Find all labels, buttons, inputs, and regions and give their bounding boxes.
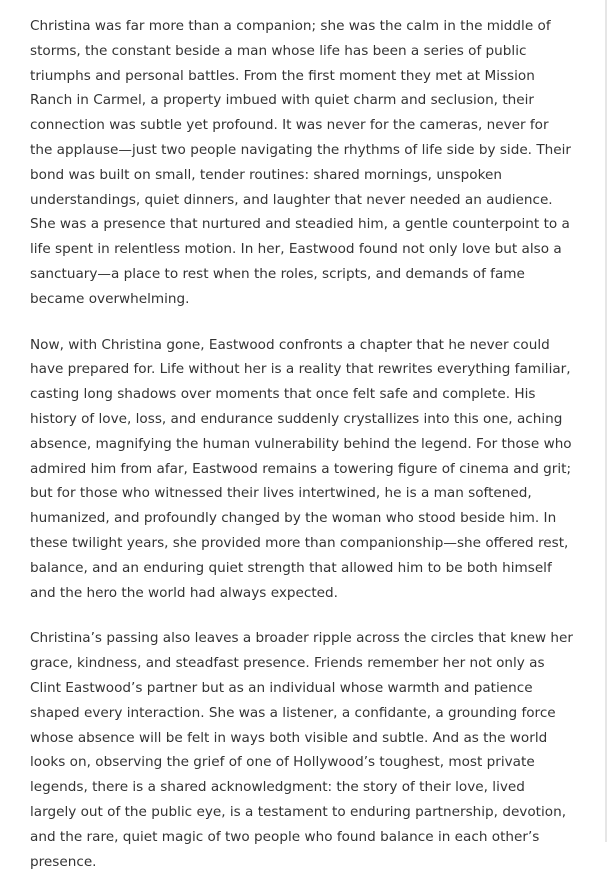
article-paragraph-3: Christina’s passing also leaves a broader ripple across the circles that knew her grace, kindness, and steadfast presence. Friends remember her not only as Clint Eastwood’s partner but as an individual whose warmth and patience shaped every interaction. She was a listener, a confidante, a grounding force whose absence will be felt in ways both visible and subtle. And as the world looks on, observing the grief of one of Hollywood’s toughest, most private legends, there is a shared acknowledgment: the story of their love, lived largely out of the public eye, is a testament to enduring partnership, devotion, and the rare, quiet magic of two people who found balance in each other’s presence.	[30, 630, 573, 870]
article-paragraph-1: Christina was far more than a companion; she was the calm in the middle of storms, the constant beside a man whose life has been a series of public triumphs and personal battles. From the first moment they met at Mission Ranch in Carmel, a property imbued with quiet charm and seclusion, their connection was subtle yet profound. It was never for the cameras, never for the applause—just two people navigating the rhythms of life side by side. Their bond was built on small, tender routines: shared mornings, unspoken understandings, quiet dinners, and laughter that never needed an audience. She was a presence that nurtured and steadied him, a gentle counterpoint to a life spent in relentless motion. In her, Eastwood found not only love but also a sanctuary—a place to rest when the roles, scripts, and demands of fame became overwhelming.	[30, 18, 571, 307]
article-paragraph-2: Now, with Christina gone, Eastwood confronts a chapter that he never could have prepared for. Life without her is a reality that rewrites everything familiar, casting long shadows over moments that once felt safe and complete. His history of love, loss, and endurance suddenly crystallizes into this one, aching absence, magnifying the human vulnerability behind the legend. For those who admired him from afar, Eastwood remains a towering figure of cinema and grit; but for those who witnessed their lives intertwined, he is a man softened, humanized, and profoundly changed by the woman who stood beside him. In these twilight years, she provided more than companionship—she offered rest, balance, and an enduring quiet strength that allowed him to be both himself and the hero the world had always expected.	[30, 336, 572, 601]
article-body	[30, 14, 575, 895]
